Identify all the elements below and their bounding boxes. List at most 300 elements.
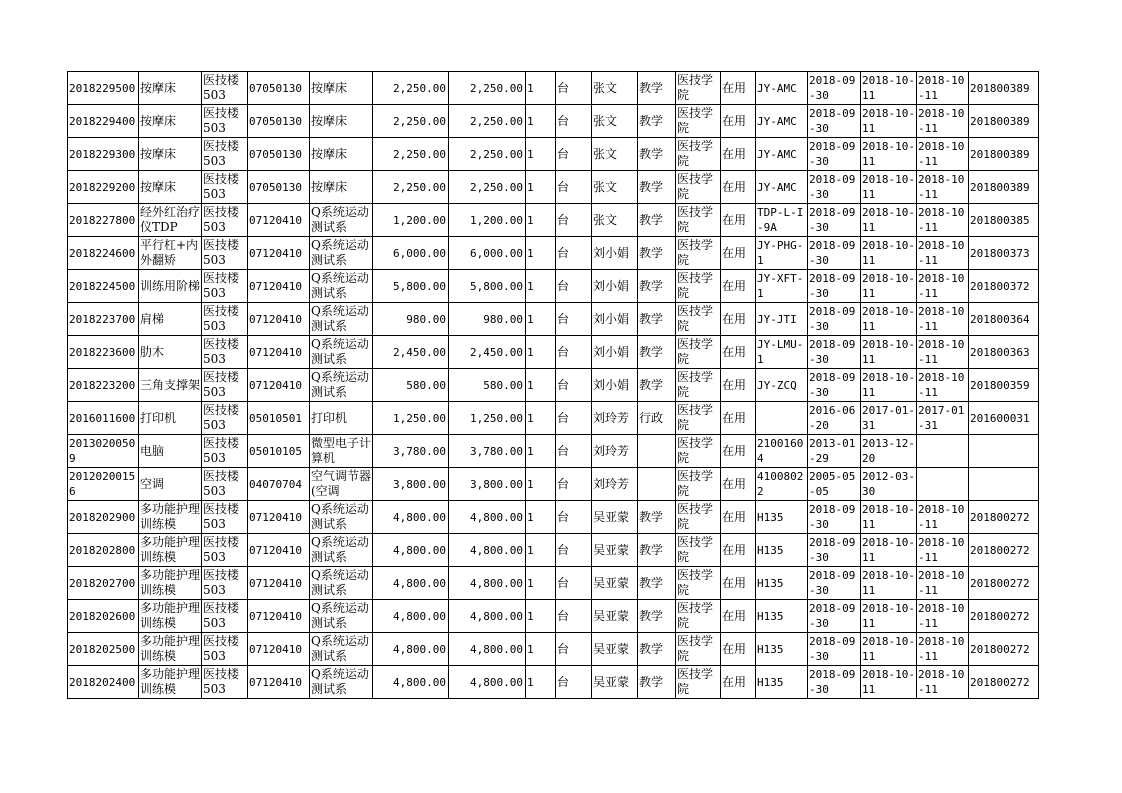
- cell-custodian: 张文: [592, 138, 638, 171]
- cell-usage: 教学: [638, 204, 676, 237]
- cell-unit-price: 3,800.00: [373, 468, 449, 501]
- cell-amount: 5,800.00: [449, 270, 526, 303]
- cell-usage: 教学: [638, 633, 676, 666]
- cell-accounting-date: 2017-01-31: [917, 402, 969, 435]
- table-row: [68, 72, 1039, 105]
- cell-purchase-date: 2005-05-05: [808, 468, 861, 501]
- cell-unit: 台: [556, 567, 592, 600]
- cell-amount: 2,250.00: [449, 138, 526, 171]
- cell-entry-date: 2018-10-11: [861, 369, 917, 402]
- cell-amount: 3,780.00: [449, 435, 526, 468]
- cell-purchase-date: 2018-09-30: [808, 369, 861, 402]
- cell-model: H135: [756, 534, 808, 567]
- cell-asset-name: 经外红治疗仪TDP: [139, 204, 202, 237]
- cell-asset-id: 2018223200: [68, 369, 139, 402]
- cell-department: 医技学院: [676, 468, 721, 501]
- cell-status: 在用: [721, 369, 756, 402]
- cell-unit-price: 1,200.00: [373, 204, 449, 237]
- cell-category-code: 07050130: [248, 105, 310, 138]
- cell-asset-id: 2018202600: [68, 600, 139, 633]
- cell-unit: 台: [556, 666, 592, 699]
- cell-custodian: 吴亚蒙: [592, 501, 638, 534]
- cell-voucher-no: 201600031: [969, 402, 1039, 435]
- cell-category-name: Q系统运动测试系: [310, 501, 373, 534]
- cell-accounting-date: 2018-10-11: [917, 171, 969, 204]
- cell-model: H135: [756, 600, 808, 633]
- table-row: [68, 666, 1039, 699]
- cell-voucher-no: 201800389: [969, 171, 1039, 204]
- cell-usage: 教学: [638, 270, 676, 303]
- cell-asset-name: 空调: [139, 468, 202, 501]
- cell-category-name: 打印机: [310, 402, 373, 435]
- cell-amount: 2,250.00: [449, 171, 526, 204]
- table-row: [68, 336, 1039, 369]
- cell-quantity: 1: [526, 435, 556, 468]
- cell-unit: 台: [556, 435, 592, 468]
- cell-unit: 台: [556, 633, 592, 666]
- cell-unit-price: 4,800.00: [373, 501, 449, 534]
- cell-custodian: 吴亚蒙: [592, 633, 638, 666]
- table-row: [68, 369, 1039, 402]
- cell-accounting-date: 2018-10-11: [917, 303, 969, 336]
- cell-quantity: 1: [526, 237, 556, 270]
- cell-asset-name: 肩梯: [139, 303, 202, 336]
- cell-purchase-date: 2018-09-30: [808, 270, 861, 303]
- cell-status: 在用: [721, 402, 756, 435]
- cell-amount: 4,800.00: [449, 534, 526, 567]
- cell-unit: 台: [556, 336, 592, 369]
- cell-entry-date: 2017-01-31: [861, 402, 917, 435]
- cell-accounting-date: 2018-10-11: [917, 237, 969, 270]
- cell-asset-name: 训练用阶梯: [139, 270, 202, 303]
- cell-voucher-no: 201800373: [969, 237, 1039, 270]
- cell-asset-name: 多功能护理训练模: [139, 666, 202, 699]
- cell-purchase-date: 2018-09-30: [808, 171, 861, 204]
- cell-asset-id: 2018202800: [68, 534, 139, 567]
- cell-entry-date: 2018-10-11: [861, 105, 917, 138]
- cell-asset-name: 多功能护理训练模: [139, 534, 202, 567]
- cell-location: 医技楼503: [202, 72, 248, 105]
- cell-asset-name: 多功能护理训练模: [139, 567, 202, 600]
- cell-entry-date: 2018-10-11: [861, 171, 917, 204]
- cell-accounting-date: 2018-10-11: [917, 369, 969, 402]
- cell-voucher-no: [969, 468, 1039, 501]
- cell-purchase-date: 2018-09-30: [808, 72, 861, 105]
- cell-location: 医技楼503: [202, 402, 248, 435]
- cell-category-name: Q系统运动测试系: [310, 666, 373, 699]
- cell-voucher-no: 201800272: [969, 567, 1039, 600]
- cell-status: 在用: [721, 534, 756, 567]
- cell-usage: 教学: [638, 138, 676, 171]
- cell-unit: 台: [556, 138, 592, 171]
- cell-category-name: 按摩床: [310, 72, 373, 105]
- cell-model: JY-ZCQ: [756, 369, 808, 402]
- cell-category-code: 07120410: [248, 237, 310, 270]
- cell-category-code: 07120410: [248, 633, 310, 666]
- cell-purchase-date: 2018-09-30: [808, 666, 861, 699]
- cell-category-name: 空气调节器(空调: [310, 468, 373, 501]
- table-row: [68, 138, 1039, 171]
- cell-purchase-date: 2018-09-30: [808, 567, 861, 600]
- cell-asset-name: 按摩床: [139, 105, 202, 138]
- cell-model: [756, 402, 808, 435]
- cell-department: 医技学院: [676, 303, 721, 336]
- cell-accounting-date: 2018-10-11: [917, 72, 969, 105]
- cell-category-name: 按摩床: [310, 138, 373, 171]
- cell-voucher-no: 201800389: [969, 105, 1039, 138]
- table-row: [68, 204, 1039, 237]
- cell-quantity: 1: [526, 402, 556, 435]
- cell-entry-date: 2018-10-11: [861, 501, 917, 534]
- cell-asset-name: 按摩床: [139, 171, 202, 204]
- cell-location: 医技楼503: [202, 336, 248, 369]
- cell-entry-date: 2018-10-11: [861, 534, 917, 567]
- cell-purchase-date: 2018-09-30: [808, 303, 861, 336]
- cell-amount: 2,450.00: [449, 336, 526, 369]
- cell-unit-price: 3,780.00: [373, 435, 449, 468]
- cell-entry-date: 2018-10-11: [861, 270, 917, 303]
- cell-location: 医技楼503: [202, 600, 248, 633]
- cell-status: 在用: [721, 105, 756, 138]
- cell-category-name: 按摩床: [310, 171, 373, 204]
- cell-unit: 台: [556, 468, 592, 501]
- table-row: [68, 402, 1039, 435]
- cell-usage: 教学: [638, 336, 676, 369]
- table-row: [68, 237, 1039, 270]
- cell-custodian: 张文: [592, 105, 638, 138]
- cell-asset-id: 2018224600: [68, 237, 139, 270]
- cell-purchase-date: 2016-06-20: [808, 402, 861, 435]
- cell-asset-id: 2018229200: [68, 171, 139, 204]
- asset-table: [67, 71, 1039, 699]
- cell-category-code: 07120410: [248, 666, 310, 699]
- cell-location: 医技楼503: [202, 468, 248, 501]
- cell-entry-date: 2013-12-20: [861, 435, 917, 468]
- cell-category-code: 07050130: [248, 72, 310, 105]
- table-row: [68, 303, 1039, 336]
- table-row: [68, 171, 1039, 204]
- cell-asset-name: 电脑: [139, 435, 202, 468]
- cell-department: 医技学院: [676, 138, 721, 171]
- cell-model: JY-AMC: [756, 138, 808, 171]
- cell-amount: 4,800.00: [449, 567, 526, 600]
- cell-usage: 教学: [638, 666, 676, 699]
- cell-location: 医技楼503: [202, 171, 248, 204]
- cell-asset-name: 多功能护理训练模: [139, 501, 202, 534]
- cell-custodian: 刘玲芳: [592, 468, 638, 501]
- cell-voucher-no: 201800359: [969, 369, 1039, 402]
- cell-amount: 1,200.00: [449, 204, 526, 237]
- cell-department: 医技学院: [676, 567, 721, 600]
- cell-category-code: 07120410: [248, 336, 310, 369]
- cell-quantity: 1: [526, 468, 556, 501]
- cell-unit-price: 4,800.00: [373, 567, 449, 600]
- cell-category-name: Q系统运动测试系: [310, 336, 373, 369]
- cell-unit: 台: [556, 402, 592, 435]
- cell-status: 在用: [721, 237, 756, 270]
- cell-accounting-date: 2018-10-11: [917, 501, 969, 534]
- cell-model: H135: [756, 666, 808, 699]
- table-body: [68, 72, 1039, 699]
- cell-asset-id: 2018202500: [68, 633, 139, 666]
- cell-unit: 台: [556, 237, 592, 270]
- cell-asset-id: 2018227800: [68, 204, 139, 237]
- cell-category-code: 07120410: [248, 369, 310, 402]
- cell-quantity: 1: [526, 204, 556, 237]
- table-row: [68, 435, 1039, 468]
- cell-asset-id: 2018229300: [68, 138, 139, 171]
- cell-entry-date: 2012-03-30: [861, 468, 917, 501]
- cell-accounting-date: 2018-10-11: [917, 336, 969, 369]
- cell-usage: 教学: [638, 567, 676, 600]
- cell-model: JY-LMU-1: [756, 336, 808, 369]
- cell-unit: 台: [556, 204, 592, 237]
- cell-model: JY-JTI: [756, 303, 808, 336]
- cell-asset-id: 20130200509: [68, 435, 139, 468]
- cell-status: 在用: [721, 501, 756, 534]
- cell-unit-price: 5,800.00: [373, 270, 449, 303]
- cell-unit-price: 580.00: [373, 369, 449, 402]
- cell-quantity: 1: [526, 633, 556, 666]
- cell-usage: 教学: [638, 237, 676, 270]
- cell-model: JY-AMC: [756, 105, 808, 138]
- cell-asset-id: 2016011600: [68, 402, 139, 435]
- cell-voucher-no: 201800272: [969, 666, 1039, 699]
- cell-quantity: 1: [526, 534, 556, 567]
- cell-voucher-no: [969, 435, 1039, 468]
- cell-status: 在用: [721, 567, 756, 600]
- cell-custodian: 刘玲芳: [592, 402, 638, 435]
- cell-quantity: 1: [526, 501, 556, 534]
- cell-usage: 教学: [638, 72, 676, 105]
- cell-purchase-date: 2018-09-30: [808, 105, 861, 138]
- cell-voucher-no: 201800272: [969, 501, 1039, 534]
- table-row: [68, 600, 1039, 633]
- cell-unit-price: 2,250.00: [373, 171, 449, 204]
- cell-status: 在用: [721, 171, 756, 204]
- cell-department: 医技学院: [676, 270, 721, 303]
- cell-asset-id: 20120200156: [68, 468, 139, 501]
- cell-amount: 1,250.00: [449, 402, 526, 435]
- cell-entry-date: 2018-10-11: [861, 336, 917, 369]
- cell-voucher-no: 201800389: [969, 138, 1039, 171]
- cell-category-code: 07120410: [248, 567, 310, 600]
- cell-location: 医技楼503: [202, 204, 248, 237]
- cell-unit-price: 980.00: [373, 303, 449, 336]
- cell-category-name: Q系统运动测试系: [310, 303, 373, 336]
- cell-unit: 台: [556, 72, 592, 105]
- cell-model: 41008022: [756, 468, 808, 501]
- cell-entry-date: 2018-10-11: [861, 72, 917, 105]
- cell-department: 医技学院: [676, 666, 721, 699]
- cell-entry-date: 2018-10-11: [861, 633, 917, 666]
- cell-location: 医技楼503: [202, 138, 248, 171]
- cell-voucher-no: 201800385: [969, 204, 1039, 237]
- cell-quantity: 1: [526, 369, 556, 402]
- cell-unit-price: 4,800.00: [373, 666, 449, 699]
- cell-amount: 4,800.00: [449, 666, 526, 699]
- cell-category-code: 04070704: [248, 468, 310, 501]
- table-row: [68, 633, 1039, 666]
- cell-status: 在用: [721, 72, 756, 105]
- cell-department: 医技学院: [676, 435, 721, 468]
- cell-model: H135: [756, 501, 808, 534]
- cell-unit-price: 6,000.00: [373, 237, 449, 270]
- cell-unit-price: 4,800.00: [373, 534, 449, 567]
- cell-usage: 行政: [638, 402, 676, 435]
- cell-department: 医技学院: [676, 369, 721, 402]
- cell-department: 医技学院: [676, 171, 721, 204]
- cell-entry-date: 2018-10-11: [861, 600, 917, 633]
- cell-custodian: 张文: [592, 204, 638, 237]
- cell-quantity: 1: [526, 105, 556, 138]
- cell-amount: 2,250.00: [449, 72, 526, 105]
- cell-accounting-date: 2018-10-11: [917, 633, 969, 666]
- cell-voucher-no: 201800272: [969, 633, 1039, 666]
- cell-voucher-no: 201800272: [969, 600, 1039, 633]
- cell-category-name: Q系统运动测试系: [310, 369, 373, 402]
- cell-usage: 教学: [638, 600, 676, 633]
- cell-asset-name: 按摩床: [139, 138, 202, 171]
- cell-usage: 教学: [638, 105, 676, 138]
- cell-category-code: 07120410: [248, 600, 310, 633]
- cell-category-name: Q系统运动测试系: [310, 534, 373, 567]
- cell-amount: 980.00: [449, 303, 526, 336]
- cell-voucher-no: 201800272: [969, 534, 1039, 567]
- cell-custodian: 吴亚蒙: [592, 534, 638, 567]
- cell-custodian: 吴亚蒙: [592, 567, 638, 600]
- cell-location: 医技楼503: [202, 435, 248, 468]
- cell-amount: 4,800.00: [449, 633, 526, 666]
- cell-quantity: 1: [526, 171, 556, 204]
- cell-amount: 4,800.00: [449, 501, 526, 534]
- cell-accounting-date: 2018-10-11: [917, 567, 969, 600]
- cell-usage: [638, 468, 676, 501]
- cell-asset-id: 2018224500: [68, 270, 139, 303]
- table-row: [68, 501, 1039, 534]
- cell-unit-price: 4,800.00: [373, 600, 449, 633]
- cell-custodian: 吴亚蒙: [592, 600, 638, 633]
- cell-location: 医技楼503: [202, 237, 248, 270]
- cell-location: 医技楼503: [202, 369, 248, 402]
- cell-entry-date: 2018-10-11: [861, 237, 917, 270]
- cell-amount: 580.00: [449, 369, 526, 402]
- cell-status: 在用: [721, 600, 756, 633]
- cell-category-name: Q系统运动测试系: [310, 204, 373, 237]
- cell-amount: 4,800.00: [449, 600, 526, 633]
- cell-asset-name: 肋木: [139, 336, 202, 369]
- cell-location: 医技楼503: [202, 105, 248, 138]
- cell-voucher-no: 201800389: [969, 72, 1039, 105]
- cell-purchase-date: 2018-09-30: [808, 633, 861, 666]
- cell-asset-id: 2018223700: [68, 303, 139, 336]
- cell-custodian: 刘小娟: [592, 336, 638, 369]
- table-row: [68, 534, 1039, 567]
- cell-unit: 台: [556, 270, 592, 303]
- cell-quantity: 1: [526, 303, 556, 336]
- cell-unit-price: 2,250.00: [373, 138, 449, 171]
- cell-entry-date: 2018-10-11: [861, 204, 917, 237]
- cell-asset-name: 多功能护理训练模: [139, 600, 202, 633]
- cell-voucher-no: 201800363: [969, 336, 1039, 369]
- cell-unit: 台: [556, 534, 592, 567]
- cell-department: 医技学院: [676, 237, 721, 270]
- cell-custodian: 张文: [592, 72, 638, 105]
- cell-model: TDP-L-I-9A: [756, 204, 808, 237]
- cell-purchase-date: 2018-09-30: [808, 204, 861, 237]
- cell-category-name: 按摩床: [310, 105, 373, 138]
- cell-accounting-date: 2018-10-11: [917, 534, 969, 567]
- cell-usage: 教学: [638, 369, 676, 402]
- cell-model: H135: [756, 633, 808, 666]
- cell-status: 在用: [721, 468, 756, 501]
- cell-location: 医技楼503: [202, 270, 248, 303]
- cell-category-code: 07120410: [248, 534, 310, 567]
- cell-purchase-date: 2018-09-30: [808, 138, 861, 171]
- cell-quantity: 1: [526, 567, 556, 600]
- cell-location: 医技楼503: [202, 567, 248, 600]
- cell-category-code: 05010501: [248, 402, 310, 435]
- cell-location: 医技楼503: [202, 534, 248, 567]
- cell-asset-id: 2018202700: [68, 567, 139, 600]
- cell-accounting-date: 2018-10-11: [917, 600, 969, 633]
- cell-status: 在用: [721, 633, 756, 666]
- cell-entry-date: 2018-10-11: [861, 138, 917, 171]
- cell-entry-date: 2018-10-11: [861, 666, 917, 699]
- cell-accounting-date: 2018-10-11: [917, 270, 969, 303]
- cell-entry-date: 2018-10-11: [861, 567, 917, 600]
- cell-department: 医技学院: [676, 336, 721, 369]
- cell-quantity: 1: [526, 600, 556, 633]
- cell-custodian: 吴亚蒙: [592, 666, 638, 699]
- cell-asset-id: 2018229500: [68, 72, 139, 105]
- cell-status: 在用: [721, 204, 756, 237]
- cell-category-code: 07050130: [248, 138, 310, 171]
- cell-voucher-no: 201800364: [969, 303, 1039, 336]
- cell-unit: 台: [556, 105, 592, 138]
- cell-quantity: 1: [526, 336, 556, 369]
- cell-amount: 6,000.00: [449, 237, 526, 270]
- cell-purchase-date: 2018-09-30: [808, 600, 861, 633]
- cell-entry-date: 2018-10-11: [861, 303, 917, 336]
- cell-asset-name: 多功能护理训练模: [139, 633, 202, 666]
- cell-asset-id: 2018202900: [68, 501, 139, 534]
- cell-department: 医技学院: [676, 633, 721, 666]
- cell-department: 医技学院: [676, 105, 721, 138]
- cell-amount: 3,800.00: [449, 468, 526, 501]
- cell-asset-id: 2018223600: [68, 336, 139, 369]
- cell-usage: 教学: [638, 303, 676, 336]
- cell-unit-price: 2,250.00: [373, 105, 449, 138]
- cell-asset-name: 打印机: [139, 402, 202, 435]
- cell-location: 医技楼503: [202, 501, 248, 534]
- cell-department: 医技学院: [676, 600, 721, 633]
- cell-model: JY-AMC: [756, 171, 808, 204]
- cell-department: 医技学院: [676, 534, 721, 567]
- cell-unit-price: 2,250.00: [373, 72, 449, 105]
- cell-purchase-date: 2018-09-30: [808, 336, 861, 369]
- table-row: [68, 270, 1039, 303]
- cell-category-name: Q系统运动测试系: [310, 600, 373, 633]
- cell-voucher-no: 201800372: [969, 270, 1039, 303]
- cell-category-name: Q系统运动测试系: [310, 633, 373, 666]
- cell-accounting-date: 2018-10-11: [917, 666, 969, 699]
- cell-unit: 台: [556, 303, 592, 336]
- cell-model: JY-XFT-1: [756, 270, 808, 303]
- cell-custodian: 刘小娟: [592, 237, 638, 270]
- cell-unit-price: 1,250.00: [373, 402, 449, 435]
- cell-category-name: 微型电子计算机: [310, 435, 373, 468]
